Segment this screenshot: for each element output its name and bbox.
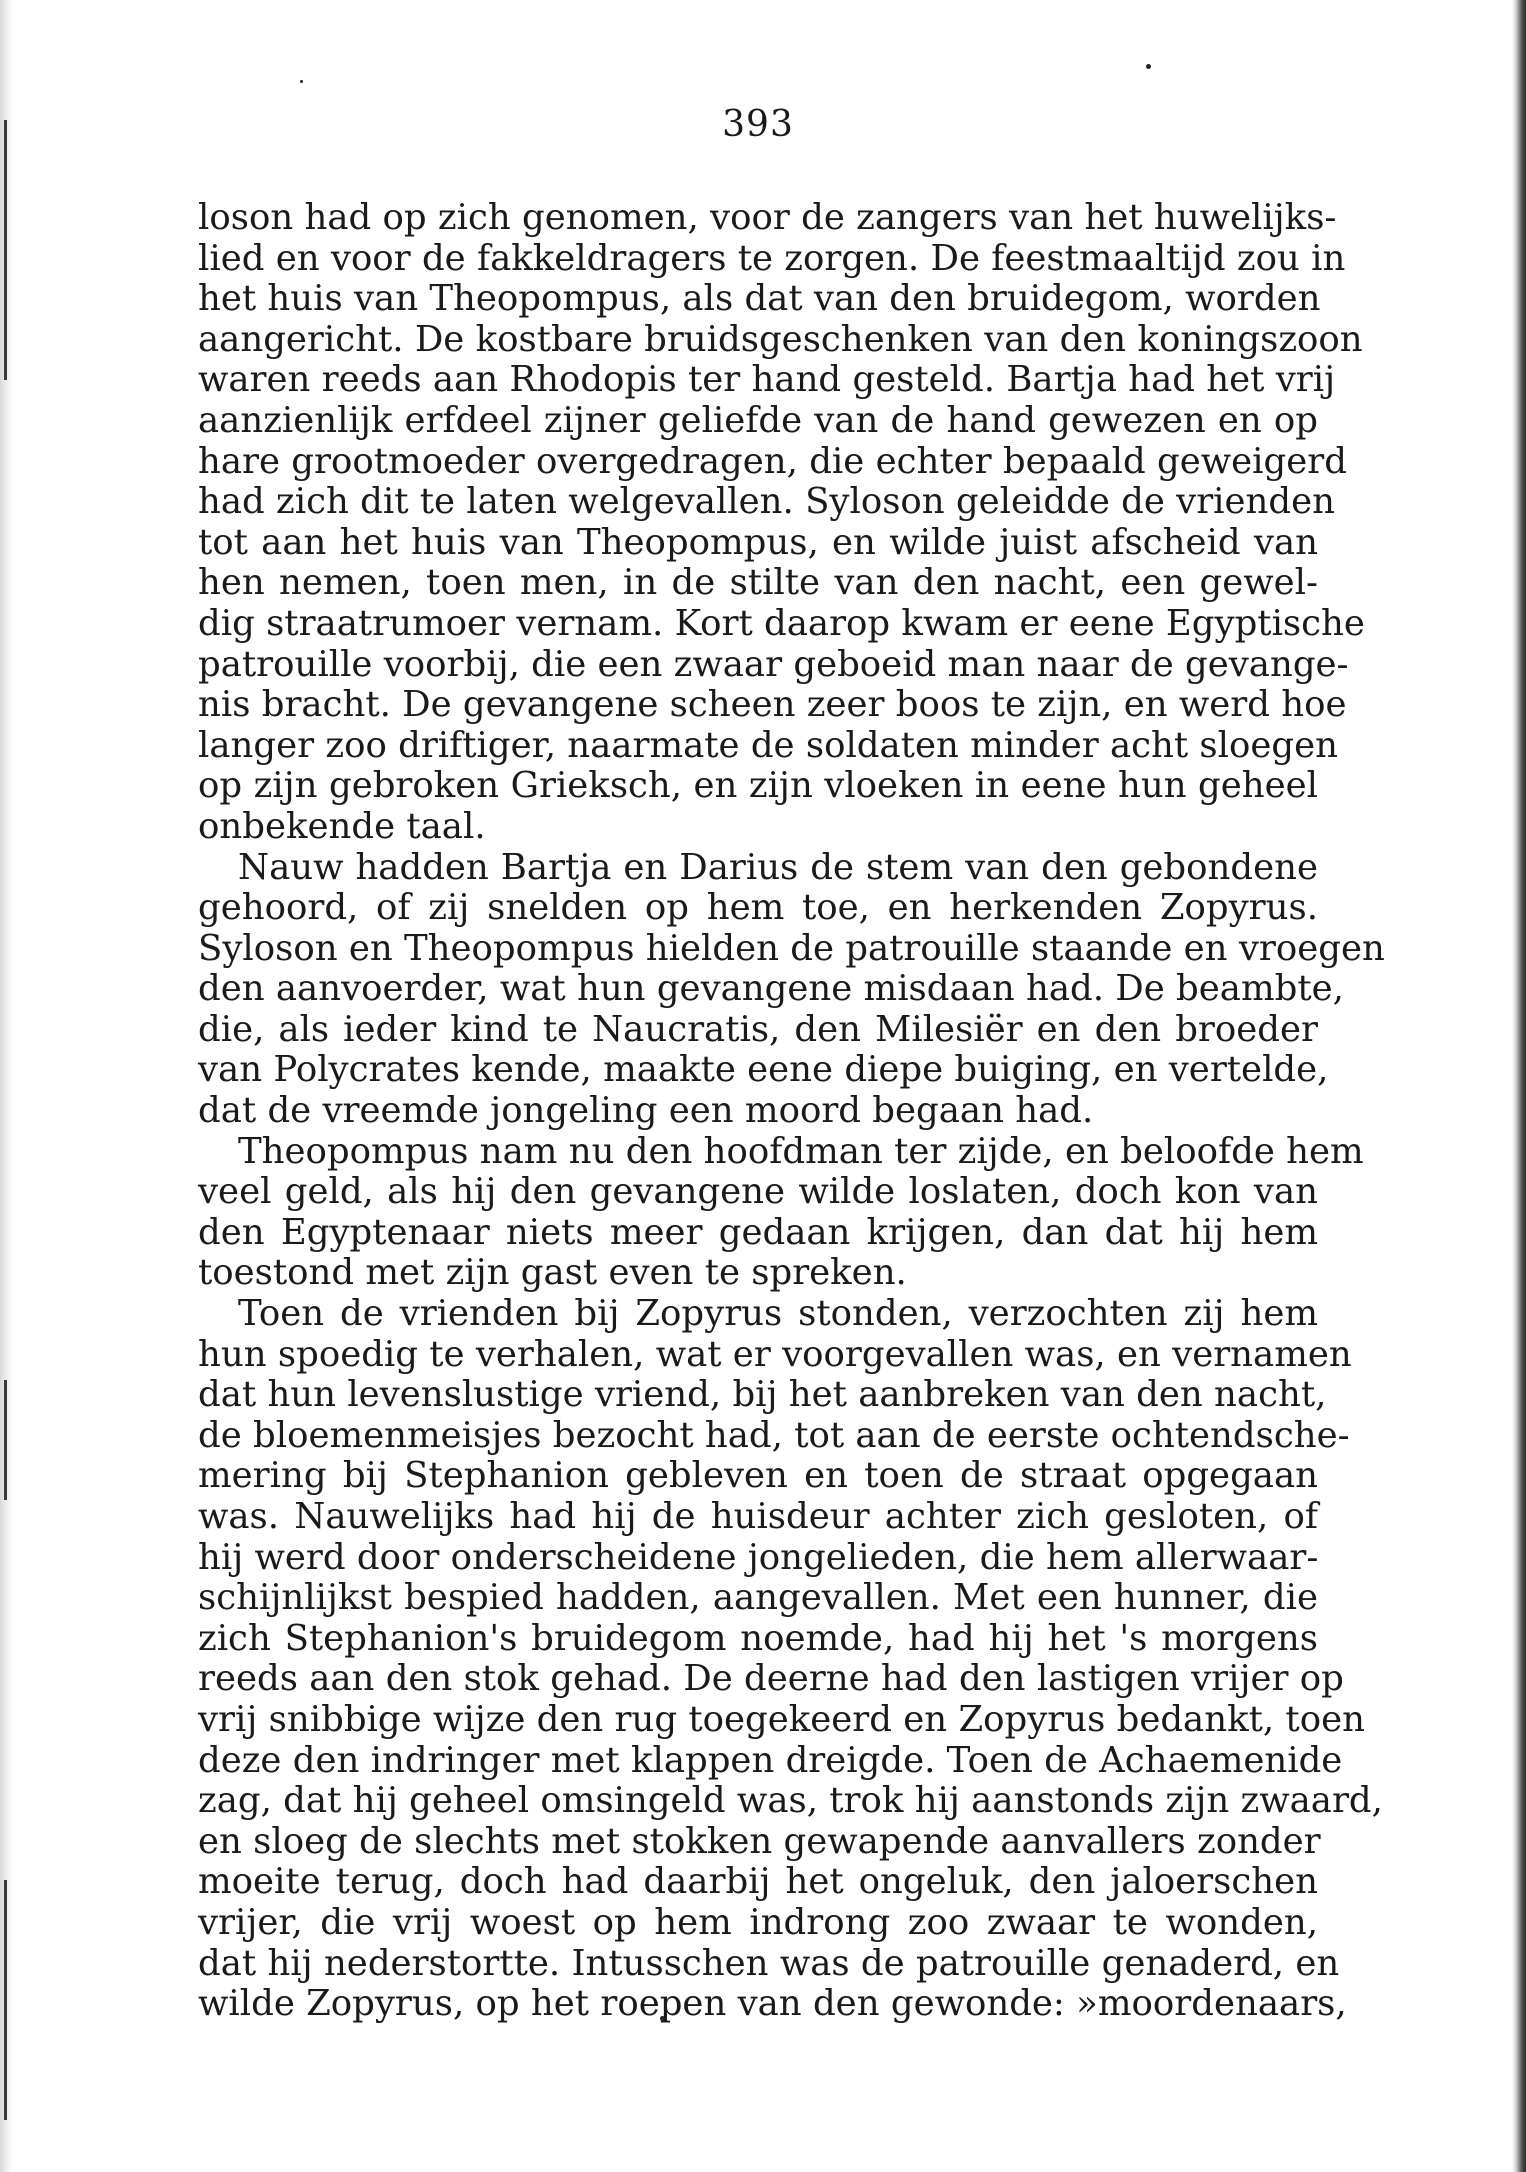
text-line: die, als ieder kind te Naucratis, den Milesiër en den broeder [198, 1008, 1318, 1050]
text-line: dat hij nederstortte. Intusschen was de patrouille genaderd, en [198, 1942, 1340, 1984]
paragraph [198, 197, 1365, 848]
text-line: aangericht. De kostbare bruidsgeschenken van den koningszoon [198, 318, 1363, 360]
text-line: op zijn gebroken Grieksch, en zijn vloeken in eene hun geheel [198, 765, 1318, 807]
page-number: 393 [722, 104, 794, 145]
text-line: dig straatrumoer vernam. Kort daarop kwam er eene Egyptische [198, 602, 1365, 644]
text-line: deze den indringer met klappen dreigde. Toen de Achaemenide [198, 1739, 1343, 1781]
text-line: het huis van Theopompus, als dat van den bruidegom, worden [198, 278, 1321, 320]
scan-stripe [4, 1880, 7, 2120]
text-line: Syloson en Theopompus hielden de patrouille staande en vroegen [198, 927, 1385, 969]
scan-speck [1146, 64, 1151, 69]
text-line: vrij snibbige wijze den rug toegekeerd en Zopyrus bedankt, toen [198, 1698, 1365, 1740]
text-line: den Egyptenaar niets meer gedaan krijgen, dan dat hij hem [198, 1211, 1318, 1253]
text-line: zag, dat hij geheel omsingeld was, trok hij aanstonds zijn zwaard, [198, 1780, 1383, 1822]
text-line: de bloemenmeisjes bezocht had, tot aan de eerste ochtendsche- [198, 1414, 1350, 1456]
text-line: aanzienlijk erfdeel zijner geliefde van de hand gewezen en op [198, 399, 1318, 441]
text-line: lied en voor de fakkeldragers te zorgen. De feestmaaltijd zou in [198, 237, 1346, 279]
text-line: wilde Zopyrus, op het roepen van den gewonde: »moordenaars, [198, 1983, 1347, 2025]
text-line: zich Stephanion's bruidegom noemde, had hij het 's morgens [198, 1617, 1318, 1659]
text-line: schijnlijkst bespied hadden, aangevallen. Met een hunner, die [198, 1577, 1318, 1619]
text-line: hare grootmoeder overgedragen, die echter bepaald geweigerd [198, 440, 1347, 482]
text-line: langer zoo driftiger, naarmate de soldaten minder acht sloegen [198, 724, 1338, 766]
text-line: dat de vreemde jongeling een moord begaan had. [198, 1090, 1094, 1132]
scan-edge-left [0, 0, 14, 2172]
text-line: en sloeg de slechts met stokken gewapende aanvallers zonder [198, 1820, 1321, 1862]
text-line: van Polycrates kende, maakte eene diepe buiging, en vertelde, [198, 1049, 1329, 1091]
text-line: mering bij Stephanion gebleven en toen de straat opgegaan [198, 1455, 1318, 1497]
text-line: toestond met zijn gast even te spreken. [198, 1252, 907, 1294]
text-line: den aanvoerder, wat hun gevangene misdaan had. De beambte, [198, 968, 1344, 1010]
text-line: gehoord, of zij snelden op hem toe, en herkenden Zopyrus. [198, 887, 1318, 929]
text-line: onbekende taal. [198, 805, 486, 847]
text-line: loson had op zich genomen, voor de zangers van het huwelijks- [198, 197, 1337, 238]
text-line: patrouille voorbij, die een zwaar geboeid man naar de gevange- [198, 643, 1349, 685]
text-line: reeds aan den stok gehad. De deerne had den lastigen vrijer op [198, 1658, 1344, 1700]
scan-stripe [4, 1380, 7, 1500]
text-line: dat hun levenslustige vriend, bij het aanbreken van den nacht, [198, 1374, 1327, 1416]
text-line: moeite terug, doch had daarbij het ongeluk, den jaloerschen [198, 1861, 1318, 1903]
text-line: hij werd door onderscheidene jongelieden, die hem allerwaar- [198, 1536, 1319, 1578]
paragraph [198, 1130, 1364, 1294]
paragraph [198, 1293, 1383, 2025]
text-line: Toen de vrienden bij Zopyrus stonden, verzochten zij hem [238, 1293, 1318, 1335]
scan-stripe [4, 120, 7, 380]
text-line: Nauw hadden Bartja en Darius de stem van den gebondene [238, 846, 1318, 888]
body-text [198, 197, 1385, 2025]
text-line: waren reeds aan Rhodopis ter hand gesteld. Bartja had het vrij [198, 359, 1336, 401]
text-line: hen nemen, toen men, in de stilte van den nacht, een gewel- [198, 562, 1318, 604]
text-line: nis bracht. De gevangene scheen zeer boos te zijn, en werd hoe [198, 684, 1347, 726]
text-line: hun spoedig te verhalen, wat er voorgevallen was, en vernamen [198, 1333, 1352, 1375]
text-line: was. Nauwelijks had hij de huisdeur achter zich gesloten, of [198, 1496, 1318, 1537]
scan-edge-right [1512, 0, 1526, 2172]
text-line: tot aan het huis van Theopompus, en wilde juist afscheid van [198, 521, 1318, 563]
text-line: had zich dit te laten welgevallen. Syloson geleidde de vrienden [198, 481, 1336, 523]
text-line: vrijer, die vrij woest op hem indrong zoo zwaar te wonden, [198, 1901, 1318, 1943]
paragraph [198, 846, 1385, 1132]
scan-speck [300, 80, 303, 83]
text-line: Theopompus nam nu den hoofdman ter zijde, en beloofde hem [238, 1130, 1364, 1172]
text-line: veel geld, als hij den gevangene wilde loslaten, doch kon van [198, 1171, 1318, 1213]
